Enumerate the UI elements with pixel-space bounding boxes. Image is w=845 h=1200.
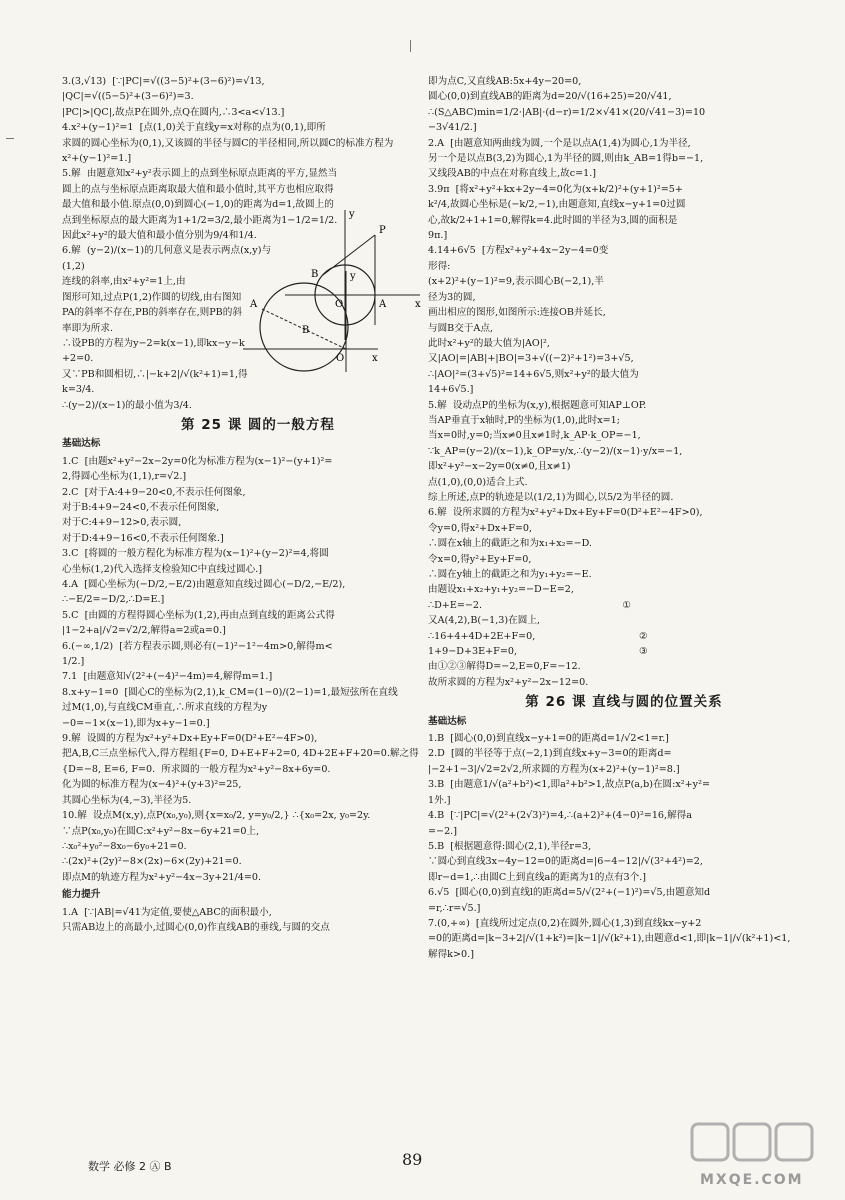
answer-line: ∴(2x)²+(2y)²−8×(2x)−6×(2y)+21=0.: [62, 856, 242, 868]
answer-line: ∴−E/2=−D/2,∴D=E.]: [62, 594, 165, 606]
answer-line: 3.(3,√13) [∵|PC|=√((3−5)²+(3−6)²)=√13,: [62, 76, 265, 87]
label-b-right: B: [302, 325, 310, 336]
label-x-right: x: [372, 353, 378, 364]
answer-line: 由题设x₁+x₂+y₁+y₂=−D−E=2,: [428, 584, 574, 596]
page-number: 89: [402, 1150, 423, 1169]
margin-tick-left: [6, 138, 14, 139]
label-x: x: [415, 299, 421, 310]
answer-line: 对于C:4+9−12>0,表示圆,: [62, 517, 182, 529]
left-column: [62, 74, 454, 935]
answer-line: =r,∴r=√5.]: [428, 902, 481, 914]
answer-line: 5.B [根据题意得:圆心(2,1),半径r=3,: [428, 840, 592, 852]
answer-line: 9.解 设圆的方程为x²+y²+Dx+Ey+F=0(D²+E²−4F>0),: [62, 733, 318, 745]
answer-line: 6.√5 [圆心(0,0)到直线l的距离d=5/√(2²+(−1)²)=√5,由题意知d: [428, 887, 711, 899]
right-column: [428, 74, 820, 962]
basic-label-26: 基础达标: [428, 715, 467, 727]
answer-line: 解得k>0.]: [428, 948, 474, 960]
answer-line: 当AP垂直于x轴时,P的坐标为(1,0),此时x=1;: [428, 414, 621, 426]
left-section25-answers: [62, 454, 454, 885]
answer-line: 1.C [由题x²+y²−2x−2y=0化为标准方程为(x−1)²−(y+1)²=: [62, 455, 333, 467]
label-a: A: [379, 299, 387, 310]
answer-line: 点(1,0),(0,0)适合上式.: [428, 476, 528, 488]
answer-line: 即x²+y²−x−2y=0(x≠0,且x≠1): [428, 461, 571, 473]
answer-line: 又A(4,2),B(−1,3)在圆上,: [428, 615, 540, 627]
answer-line: ∴(S△ABC)min=1/2·|AB|·(d−r)=1/2×√41×(20/√41−3)=10: [428, 106, 706, 118]
answer-line: 故所求圆的方程为x²+y²−2x−12=0.: [428, 676, 589, 688]
margin-tick-top: [410, 40, 411, 52]
answer-line: 最大值和最小值.原点(0,0)到圆心(−1,0)的距离为d=1,故圆上的: [62, 199, 334, 211]
left-ability-answers: [62, 905, 454, 936]
answer-line: 4.A [圆心坐标为(−D/2,−E/2)由题意知直线过圆心(−D/2,−E/2),: [62, 579, 346, 590]
label-p: P: [379, 225, 386, 236]
answer-line: 径为3的圆,: [428, 291, 476, 303]
answer-line: 6.解 (y−2)/(x−1)的几何意义是表示两点(x,y)与(1,2): [62, 245, 272, 272]
answer-line: x²+(y−1)²=1.]: [62, 153, 132, 165]
answer-line: 即为点C,又直线AB:5x+4y−20=0,: [428, 76, 582, 87]
answer-line: 对于D:4+9−16<0,不表示任何图象.]: [62, 532, 224, 544]
answer-line: 只需AB边上的高最小,过圆心(0,0)作直线AB的垂线,与圆的交点: [62, 921, 330, 933]
label-o: O: [335, 299, 344, 310]
answer-line: 又∵PB和圆相切,∴|−k+2|/√(k²+1)=1,得k=3/4.: [62, 368, 248, 396]
answer-line: 点到坐标原点的最大距离为1+1/2=3/2,最小距离为1−1/2=1/2.: [62, 214, 338, 226]
answer-line: ∴设PB的方程为y−2=k(x−1),即kx−y−k: [62, 337, 245, 349]
answer-line: ∴x₀²+y₀²−8x₀−6y₀+21=0.: [62, 840, 187, 852]
answer-line: 即r−d=1,∴由圆C上到直线a的距离为1的点有3个.]: [428, 871, 647, 883]
answer-line: =0的距离d=|k−3+2|/√(1+k²)=|k−1|/√(k²+1),由题意d<1,即|k−1|/√(k²+1)<1,: [428, 933, 791, 945]
answer-line: 6.(−∞,1/2) [若方程表示圆,则必有(−1)²−1²−4m>0,解得m<: [62, 640, 333, 652]
label-y: y: [349, 209, 355, 220]
footer-label: 数学 必修 2 Ⓐ B: [88, 1160, 172, 1173]
answer-line: 1外.]: [428, 794, 451, 806]
answer-line: 过M(1,0),与直线CM垂直,∴所求直线的方程为y: [62, 702, 268, 714]
answer-line: |PC|>|QC|,故点P在圆外,点Q在圆内,∴3<a<√13.]: [62, 106, 285, 118]
answer-line: 3.C [将圆的一般方程化为标准方程为(x−1)²+(y−2)²=4,将圆: [62, 548, 329, 560]
answer-line: 当x=0时,y=0;当x≠0且x≠1时,k_AP·k_OP=−1,: [428, 430, 641, 442]
answer-line: 1.A [∵|AB|=√41为定值,要使△ABC的面积最小,: [62, 906, 272, 918]
answer-line: 图形可知,过点P(1,2)作圆的切线,由右图知: [62, 291, 242, 303]
answer-line: 4.14+6√5 [方程x²+y²+4x−2y−4=0变: [428, 245, 609, 257]
answer-line: 又|AO|=|AB|+|BO|=3+√((−2)²+1²)=3+√5,: [428, 353, 634, 365]
right-section26-answers: [428, 731, 820, 962]
answer-line: 7.1 [由题意知√(2²+(−4)²−4m)=4,解得m=1.]: [62, 671, 273, 683]
answer-line: 画出相应的图形,如图所示:连接OB并延长,: [428, 307, 606, 319]
answer-line: ∴D+E=−2. ①: [428, 599, 631, 611]
answer-line: 连线的斜率,由x²+y²=1上,由: [62, 276, 186, 288]
answer-line: 率即为所求.: [62, 322, 114, 334]
answer-line: 9π.]: [428, 230, 448, 242]
answer-line: {D=−8, E=6, F=0. 所求圆的一般方程为x²+y²−8x+6y=0.: [62, 763, 331, 775]
answer-line: 1/2.]: [62, 656, 85, 668]
watermark-text: MXQE.COM: [700, 1172, 804, 1188]
answer-line: +2=0.: [62, 353, 94, 365]
answer-line: 2,得圆心坐标为(1,1),r=√2.]: [62, 471, 187, 483]
answer-line: 对于B:4+9−24<0,不表示任何图象,: [62, 501, 220, 513]
answer-line: PA的斜率不存在,PB的斜率存在,则PB的斜: [62, 307, 242, 319]
answer-line: 8.x+y−1=0 [圆心C的坐标为(2,1),k_CM=(1−0)/(2−1)=1,最短弦所在直线: [62, 686, 398, 698]
answer-line: 圆上的点与坐标原点距离取最大值和最小值时,其平方也相应取得: [62, 183, 334, 195]
answer-line: 求圆的圆心坐标为(0,1),又该圆的半径与圆C的半径相同,所以圆C的标准方程为: [62, 137, 394, 149]
answer-line: 其圆心坐标为(4,−3),半径为5.: [62, 794, 192, 806]
answer-line: ∵圆心到直线3x−4y−12=0的距离d=|6−4−12|/√(3²+4²)=2,: [428, 856, 703, 868]
answer-line: 2.D [圆的半径等于点(−2,1)到直线x+y−3=0的距离d=: [428, 748, 672, 760]
answer-line: −3√41/2.]: [428, 122, 477, 134]
answer-line: ∵点P(x₀,y₀)在圆C:x²+y²−8x−6y+21=0上,: [62, 825, 260, 837]
answer-line: 4.x²+(y−1)²=1 [点(1,0)关于直线y=x对称的点为(0,1),即所: [62, 122, 326, 134]
section-26-title: 第 26 课 直线与圆的位置关系: [525, 694, 723, 711]
answer-line: |−2+1−3|/√2=2√2,所求圆的方程为(x+2)²+(y−1)²=8.]: [428, 763, 680, 775]
circle-b-figure: [238, 267, 383, 377]
answer-line: 3.9π [将x²+y²+kx+2y−4=0化为(x+k/2)²+(y+1)²=5+: [428, 183, 683, 195]
answer-line: 3.B [由题意1/√(a²+b²)<1,即a²+b²>1,故点P(a,b)在圆:x²+y²=: [428, 779, 710, 791]
answer-line: 另一个是以点B(3,2)为圆心,1为半径的圆,则由k_AB=1得b=−1,: [428, 153, 704, 165]
answer-line: ∴圆在y轴上的截距之和为y₁+y₂=−E.: [428, 569, 592, 580]
answer-line: 1.B [圆心(0,0)到直线x−y+1=0的距离d=1/√2<1=r.]: [428, 733, 669, 745]
answer-line: 心坐标(1,2)代入选择支检验知C中直线过圆心.]: [62, 563, 262, 575]
answer-line: 心,故k/2+1+1=0,解得k=4.此时圆的半径为3,圆的面积是: [428, 214, 678, 226]
answer-line: 因此x²+y²的最大值和最小值分别为9/4和1/4.: [62, 230, 257, 242]
answer-line: 令y=0,得x²+Dx+F=0,: [428, 522, 533, 534]
basic-label-25: 基础达标: [62, 438, 101, 450]
answer-line: 令x=0,得y²+Ey+F=0,: [428, 553, 532, 565]
answer-line: 由①②③解得D=−2,E=0,F=−12.: [428, 661, 581, 673]
answer-line: 把A,B,C三点坐标代入,得方程组{F=0, D+E+F+2=0, 4D+2E+F+20=0.解之得: [62, 748, 419, 760]
answer-line: 形得:: [428, 260, 451, 272]
answer-line: |QC|=√((5−5)²+(3−6)²)=3.: [62, 91, 194, 103]
answer-line: 圆心(0,0)到直线AB的距离为d=20/√(16+25)=20/√41,: [428, 91, 672, 103]
section-25-title: 第 25 课 圆的一般方程: [181, 416, 335, 433]
answer-line: 4.B [∵|PC|=√(2²+(2√3)²)=4,∴(a+2)²+(4−0)²=16,解得a: [428, 810, 692, 822]
answer-line: ∴(y−2)/(x−1)的最小值为3/4.: [62, 399, 192, 411]
answer-line: 化为圆的标准方程为(x−4)²+(y+3)²=25,: [62, 779, 242, 791]
answer-line: 与圆B交于A点,: [428, 322, 493, 334]
answer-line: k²/4,故圆心坐标是(−k/2,−1),由题意知,直线x−y+1=0过圆: [428, 199, 686, 211]
answer-line: 2.C [对于A:4+9−20<0,不表示任何图象,: [62, 486, 246, 498]
answer-line: ∴圆在x轴上的截距之和为x₁+x₂=−D.: [428, 538, 592, 550]
answer-line: 10.解 设点M(x,y),点P(x₀,y₀),则{x=x₀/2, y=y₀/2,} ∴{x₀=2x, y₀=2y.: [62, 810, 371, 822]
answer-line: 即点M的轨迹方程为x²+y²−4x−3y+21/4=0.: [62, 871, 262, 883]
answer-line: ∴|AO|²=(3+√5)²=14+6√5,则x²+y²的最大值为14+6√5.]: [428, 368, 639, 396]
answer-line: ∴16+4+4D+2E+F=0, ②: [428, 630, 648, 642]
answer-line: 7.(0,+∞) [直线所过定点(0,2)在圆外,圆心(1,3)到直线kx−y+2: [428, 917, 702, 929]
answer-line: ∵k_AP=(y−2)/(x−1),k_OP=y/x,∴(y−2)/(x−1)·y/x=−1,: [428, 445, 683, 457]
answer-line: −0=−1×(x−1),即为x+y−1=0.]: [62, 717, 210, 729]
answer-line: 又线段AB的中点在对称直线上,故c=1.]: [428, 168, 597, 180]
answer-line: 综上所述,点P的轨迹是以(1/2,1)为圆心,以5/2为半径的圆.: [428, 491, 674, 503]
answer-line: 5.解 由题意知x²+y²表示圆上的点到坐标原点距离的平方,显然当: [62, 168, 338, 180]
answer-line: 5.C [由圆的方程得圆心坐标为(1,2),再由点到直线的距离公式得: [62, 609, 335, 621]
right-answers-mid: [428, 398, 820, 691]
answer-line: 此时x²+y²的最大值为|AO|²,: [428, 337, 550, 349]
label-b: B: [311, 269, 319, 280]
right-answers-top: [428, 74, 820, 243]
answer-line: 2.A [由题意知两曲线为圆,一个是以点A(1,4)为圆心,1为半径,: [428, 137, 691, 149]
right-q4-block: [428, 243, 668, 397]
ability-label: 能力提升: [62, 889, 101, 901]
answer-line: 5.解 设动点P的坐标为(x,y),根据题意可知AP⊥OP.: [428, 399, 647, 411]
answer-line: 1+9−D+3E+F=0, ③: [428, 646, 648, 658]
answer-line: =−2.]: [428, 825, 457, 837]
label-o-right: O: [336, 353, 345, 364]
label-y-right: y: [350, 271, 356, 282]
answer-line: (x+2)²+(y−1)²=9,表示圆心B(−2,1),半: [428, 276, 604, 288]
label-a-right: A: [250, 299, 258, 310]
answer-line: |1−2+a|/√2=√2/2,解得a=2或a=0.]: [62, 625, 226, 637]
answer-line: 6.解 设所求圆的方程为x²+y²+Dx+Ey+F=0(D²+E²−4F>0),: [428, 507, 703, 519]
